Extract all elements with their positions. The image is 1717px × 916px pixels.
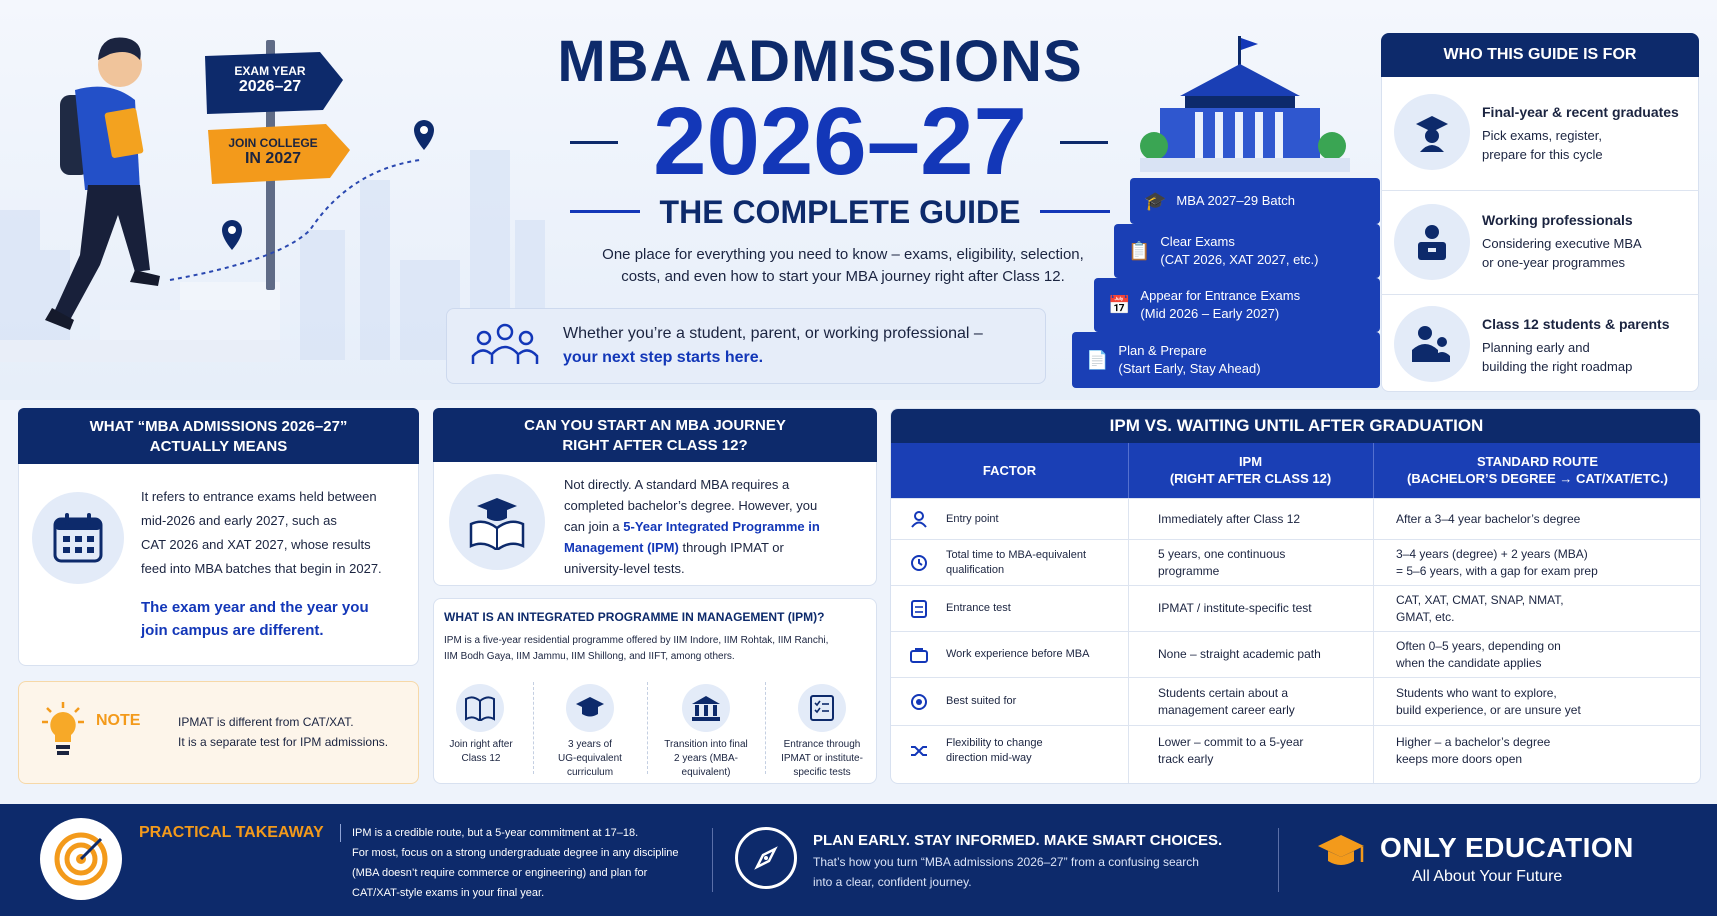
lightbulb-icon [38,700,88,762]
page-subtitle: THE COMPLETE GUIDE [659,194,1021,230]
exam-year-value: 2026–27 [238,78,302,95]
audience-graduates-heading: Final-year & recent graduates [1482,104,1679,120]
checklist-icon [909,599,929,619]
table-row: Entry point Immediately after Class 12 After a 3–4 year bachelor’s degree [891,498,1701,539]
graduation-cap-icon: 🎓 [1144,191,1167,211]
meaning-highlight-line2: join campus are different. [141,622,324,639]
ipm-features [426,684,906,784]
step-entrance-exams: 📅 Appear for Entrance Exams (Mid 2026 – Early 2027) [1094,278,1380,332]
table-row: Total time to MBA-equivalent qualification 5 years, one continuous programme 3–4 years (degree) + 2 years (MBA) = 5–6 years, with a gap for exam prep [891,539,1701,585]
person-icon [909,509,929,529]
briefcase-icon [909,645,929,665]
page-title: MBA ADMISSIONS [557,29,1083,94]
plan-title: PLAN EARLY. STAY INFORMED. MAKE SMART CHOICES. [813,832,1223,849]
checklist-icon: 📋 [1128,241,1151,261]
meaning-card-title: WHAT “MBA ADMISSIONS 2026–27” ACTUALLY MEANS [18,408,419,464]
hero-description-line2: costs, and even how to start your MBA journey right after Class 12. [621,268,1065,285]
audience-professionals-heading: Working professionals [1482,212,1633,228]
join-college-label: JOIN COLLEGE [228,136,318,150]
ipm-card-title: WHAT IS AN INTEGRATED PROGRAMME IN MANAGEMENT (IPM)? [444,610,825,624]
university-building-illustration [1140,36,1350,176]
map-pin-icon [222,220,242,250]
institution-icon [682,684,730,732]
compass-icon [735,827,797,889]
calendar-icon: 📅 [1108,295,1131,315]
table-row: Flexibility to change direction mid-way Lower – commit to a 5-year track early Higher – a bachelor’s degree keeps more doors open [891,725,1701,775]
target-icon [909,692,929,712]
brand-tagline: All About Your Future [1412,868,1563,885]
step-mba-batch: 🎓 MBA 2027–29 Batch [1130,178,1380,224]
callout-line2: your next step starts here. [563,349,764,366]
ipm-feature-4: Entrance through IPMAT or institute- specific tests [781,739,863,778]
journey-path [160,110,480,290]
column-header-factor: FACTOR [982,463,1037,478]
brand-name: ONLY EDUCATION [1380,832,1634,863]
professional-icon [1394,204,1470,280]
open-book-cap-icon [449,474,545,570]
calendar-icon [32,492,124,584]
callout-line1: Whether you’re a student, parent, or working professional – [563,325,983,342]
test-sheet-icon [798,684,846,732]
graduate-icon [1394,94,1470,170]
target-arrow-icon [40,818,122,900]
step-clear-exams: 📋 Clear Exams (CAT 2026, XAT 2027, etc.) [1114,224,1380,278]
table-row: Entrance test IPMAT / institute-specific test CAT, XAT, CMAT, SNAP, NMAT, GMAT, etc. [891,585,1701,631]
title-year: 2026–27 [653,88,1027,195]
ipm-highlight: 5-Year Integrated Programme in [623,519,820,534]
table-row: Best suited for Students certain about a management career early Students who want to explore, build experience, or are unsure yet [891,677,1701,725]
comparison-table-title: IPM VS. WAITING UNTIL AFTER GRADUATION [891,409,1701,443]
audience-class12-heading: Class 12 students & parents [1482,316,1670,332]
table-row: Work experience before MBA None – straight academic path Often 0–5 years, depending on when the candidate applies [891,631,1701,677]
audience-panel-title: WHO THIS GUIDE IS FOR [1381,33,1699,77]
clock-icon [909,553,929,573]
column-header-ipm: IPM (RIGHT AFTER CLASS 12) [1169,454,1332,486]
ipm-feature-1: Join right after Class 12 [449,739,513,764]
logo-cap-icon [1316,832,1366,876]
note-label: NOTE [96,712,141,729]
people-group-icon [470,320,540,370]
takeaway-label: PRACTICAL TAKEAWAY [139,824,324,841]
hero-description-line1: One place for everything you need to know – exams, eligibility, selection, [602,246,1084,263]
graduation-cap-icon [566,684,614,732]
join-college-value: IN 2027 [244,150,302,167]
shuffle-icon [909,741,929,761]
comparison-table [890,408,1701,784]
column-header-standard: STANDARD ROUTE (BACHELOR’S DEGREE → CAT/XAT/ETC.) [1407,454,1668,486]
ipm-feature-2: 3 years of UG-equivalent curriculum [558,739,622,778]
book-icon [456,684,504,732]
ipm-feature-3: Transition into final 2 years (MBA- equivalent) [664,739,748,778]
document-icon: 📄 [1086,350,1109,370]
class12-card-title: CAN YOU START AN MBA JOURNEY RIGHT AFTER CLASS 12? [433,408,877,462]
map-pin-icon [414,120,434,150]
meaning-highlight-line1: The exam year and the year you [141,599,369,616]
step-plan-prepare: 📄 Plan & Prepare (Start Early, Stay Ahead) [1072,332,1380,388]
exam-year-label: EXAM YEAR [234,64,306,78]
parent-child-icon [1394,306,1470,382]
